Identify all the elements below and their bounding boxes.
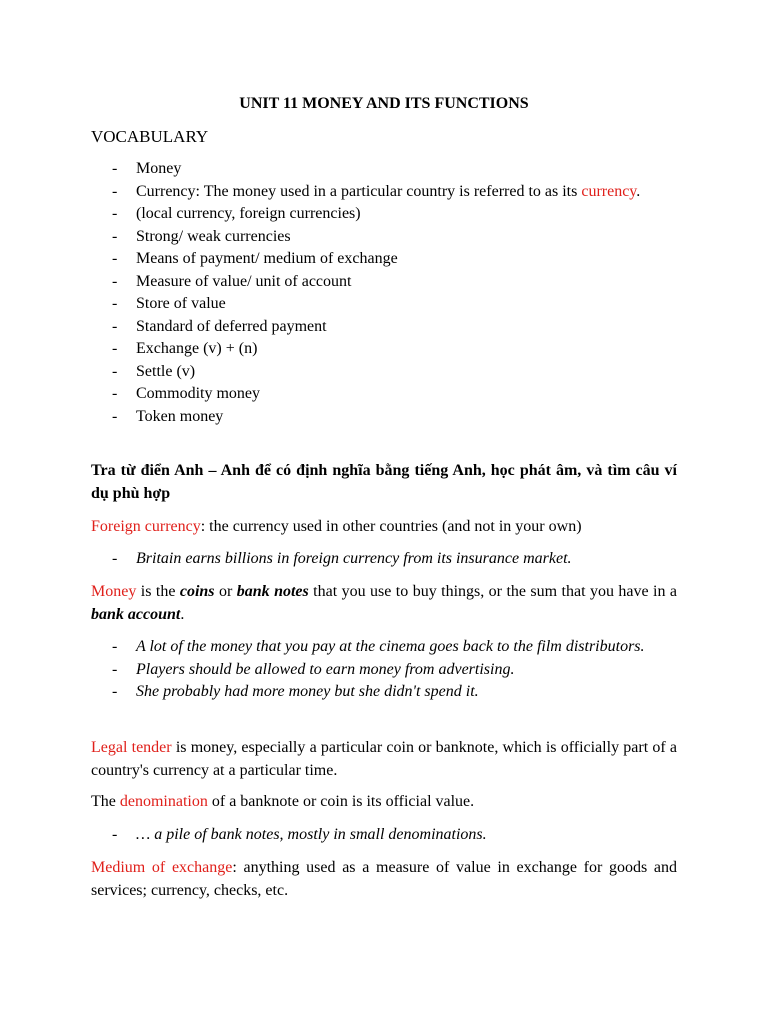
example-sentence <box>91 548 677 571</box>
legal-tender-definition <box>91 737 677 782</box>
vocabulary-heading: VOCABULARY <box>91 127 209 146</box>
vocab-item-currency <box>91 181 677 204</box>
medium-of-exchange-term: Medium of exchange <box>91 859 233 876</box>
vocab-item-text: Money <box>136 160 182 177</box>
example-sentence <box>91 681 677 704</box>
definition-text: of a banknote or coin is its official value. <box>207 793 475 810</box>
list-dash: - <box>112 272 118 290</box>
example-sentence <box>91 636 677 659</box>
vocab-item-strong-weak <box>91 226 677 249</box>
definition-text: that you use to buy things, or the sum that you have in a <box>308 583 678 600</box>
list-dash: - <box>112 317 118 335</box>
definition-text: is the <box>136 583 180 600</box>
definition-text: or <box>214 583 237 600</box>
money-examples <box>91 636 677 704</box>
legal-tender-term: Legal tender <box>91 739 172 756</box>
vocab-item-means-of-payment <box>91 248 677 271</box>
list-dash: - <box>112 182 118 200</box>
list-dash: - <box>112 295 118 312</box>
money-definition <box>91 581 677 626</box>
list-dash: - <box>112 205 118 222</box>
vocab-item-measure-of-value <box>91 271 677 294</box>
currency-highlight: currency <box>581 182 637 200</box>
vocab-item-text: Settle (v) <box>136 362 196 380</box>
vocab-item-deferred-payment <box>91 316 677 339</box>
denomination-term: denomination <box>119 793 208 810</box>
list-dash: - <box>112 385 118 402</box>
example-text: Britain earns billions in foreign currency from its insurance market. <box>136 550 572 567</box>
period: . <box>180 605 185 623</box>
foreign-currency-term: Foreign currency <box>91 518 201 535</box>
vocab-item-text: Strong/ weak currencies <box>136 227 291 245</box>
definition-text: is money, especially a particular coin or banknote, which is officially part of a country's currency at a particular time. <box>91 739 677 779</box>
vocab-item-settle <box>91 361 677 384</box>
example-text: A lot of the money that you pay at the cinema goes back to the film distributors. <box>136 638 645 655</box>
vocab-item-text: (local currency, foreign currencies) <box>136 205 361 222</box>
list-dash: - <box>112 683 118 700</box>
list-dash: - <box>112 362 118 380</box>
period: . <box>636 182 641 200</box>
vocab-item-money <box>91 158 677 181</box>
vocab-item-text: Measure of value/ unit of account <box>136 272 352 290</box>
list-dash: - <box>112 407 118 425</box>
money-term: Money <box>91 583 137 600</box>
denomination-examples <box>91 824 677 847</box>
vocab-item-text: Standard of deferred payment <box>136 317 327 335</box>
vocab-item-text: Commodity money <box>136 385 260 402</box>
list-dash: - <box>112 550 118 567</box>
vocab-item-text: Token money <box>136 407 224 425</box>
list-dash: - <box>112 160 118 177</box>
medium-of-exchange-definition <box>91 857 677 902</box>
vocab-item-local-currency <box>91 203 677 226</box>
foreign-currency-definition <box>91 516 677 539</box>
denomination-definition <box>91 791 677 814</box>
list-dash: - <box>112 340 118 357</box>
bank-notes-term: bank notes <box>236 583 309 600</box>
example-sentence <box>91 824 677 847</box>
example-text: … a pile of bank notes, mostly in small denominations. <box>136 826 487 843</box>
foreign-currency-examples <box>91 548 677 571</box>
example-text: She probably had more money but she didn't spend it. <box>136 683 479 700</box>
example-text: Players should be allowed to earn money from advertising. <box>136 660 515 678</box>
list-dash: - <box>112 826 118 843</box>
list-dash: - <box>112 638 118 655</box>
definition-text: : the currency used in other countries (and not in your own) <box>200 518 582 535</box>
definition-text: The <box>91 793 120 810</box>
vocab-item-text: Means of payment/ medium of exchange <box>136 250 398 267</box>
vocab-item-store-of-value <box>91 293 677 316</box>
definition-text: : anything used as a measure of value in exchange for goods and services; currency, checks, etc. <box>91 859 677 899</box>
example-sentence <box>91 659 677 682</box>
vocab-item-commodity-money <box>91 383 677 406</box>
list-dash: - <box>112 227 118 245</box>
list-dash: - <box>112 250 118 267</box>
coins-term: coins <box>179 583 215 600</box>
vocabulary-list <box>91 158 677 428</box>
bank-account-term: bank account <box>91 605 181 623</box>
vocab-item-text: Exchange (v) + (n) <box>136 340 258 357</box>
vocab-item-text: Currency: The money used in a particular country is referred to as its <box>136 182 578 200</box>
list-dash: - <box>112 660 118 678</box>
vocab-item-token-money <box>91 406 677 429</box>
vocab-item-text: Store of value <box>136 295 226 312</box>
dictionary-instruction: Tra từ điển Anh – Anh để có định nghĩa bằng tiếng Anh, học phát âm, và tìm câu ví dụ phù hợp <box>91 462 677 502</box>
page-title: UNIT 11 MONEY AND ITS FUNCTIONS <box>239 95 529 112</box>
vocab-item-exchange <box>91 338 677 361</box>
